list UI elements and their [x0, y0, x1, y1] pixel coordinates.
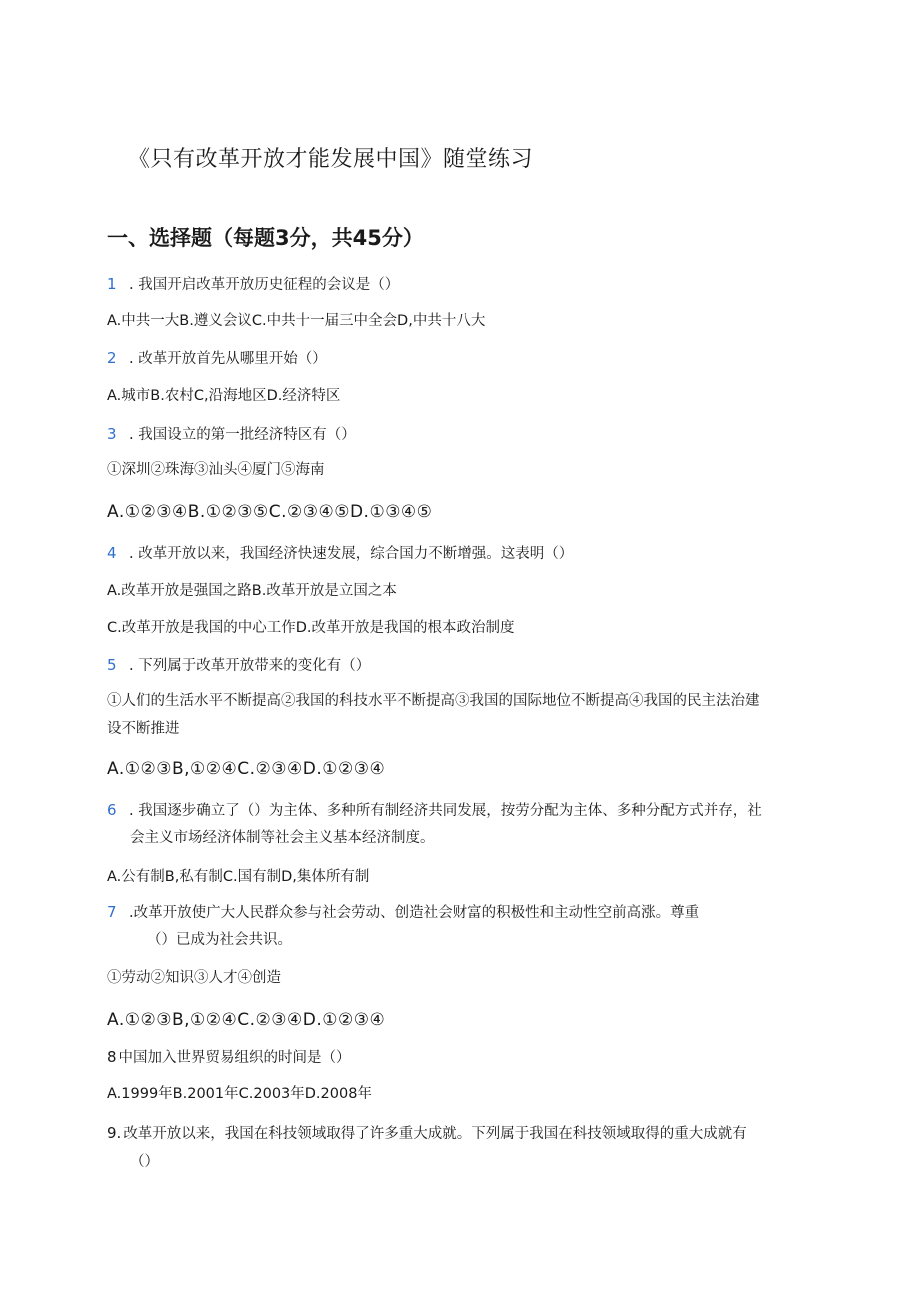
choice-list-5-line2: 设不断推进 — [107, 721, 180, 737]
question-7-continued: （）已成为社会共识。 — [147, 932, 292, 948]
question-5 — [107, 655, 370, 676]
options-4a: A.改革开放是强国之路B.改革开放是立国之本 — [107, 583, 397, 599]
question-text: 改革开放以来，我国在科技领域取得了许多重大成就。下列属于我国在科技领域取得的重大成就有 — [123, 1126, 747, 1142]
question-text: .改革开放使广大人民群众参与社会劳动、创造社会财富的积极性和主动性空前高涨。尊重 — [129, 905, 700, 921]
question-text: . 改革开放以来，我国经济快速发展，综合国力不断增强。这表明（） — [129, 546, 574, 562]
question-text: . 我国开启改革开放历史征程的会议是（） — [129, 277, 400, 293]
question-8 — [107, 1047, 351, 1068]
question-text: . 我国设立的第一批经济特区有（） — [129, 427, 356, 443]
section-heading: 一、选择题（每题3分，共45分） — [107, 226, 424, 250]
options-1: A.中共一大B.遵义会议C.中共十一届三中全会D,中共十八大 — [107, 313, 486, 329]
question-text: . 下列属于改革开放带来的变化有（） — [129, 658, 371, 674]
question-9 — [107, 1123, 747, 1144]
question-number: 4 — [107, 544, 117, 562]
question-7 — [107, 902, 699, 923]
question-3 — [107, 424, 356, 445]
options-2: A.城市B.农村C,沿海地区D.经济特区 — [107, 388, 341, 404]
options-7: A.①②③B,①②④C.②③④D.①②③④ — [107, 1010, 386, 1030]
options-5: A.①②③B,①②④C.②③④D.①②③④ — [107, 759, 386, 779]
choice-list-7: ①劳动②知识③人才④创造 — [107, 970, 281, 986]
question-1 — [107, 274, 399, 295]
choice-list-3: ①深圳②珠海③汕头④厦门⑤海南 — [107, 462, 325, 478]
question-9-continued: （） — [130, 1154, 159, 1170]
question-number: 6 — [107, 801, 117, 819]
question-number: 9. — [107, 1124, 122, 1142]
question-text: . 我国逐步确立了（）为主体、多种所有制经济共同发展，按劳分配为主体、多种分配方式并存，社 — [129, 803, 762, 819]
question-text: . 改革开放首先从哪里开始（） — [129, 351, 327, 367]
question-number: 2 — [107, 349, 117, 367]
options-6: A.公有制B,私有制C.国有制D,集体所有制 — [107, 869, 370, 885]
options-8: A.1999年B.2001年C.2003年D.2008年 — [107, 1086, 372, 1102]
document-title: 《只有改革开放才能发展中国》随堂练习 — [128, 147, 534, 172]
question-text: 中国加入世界贸易组织的时间是（） — [118, 1050, 351, 1066]
question-6 — [107, 800, 762, 821]
question-6-continued: 会主义市场经济体制等社会主义基本经济制度。 — [130, 830, 435, 846]
question-number: 1 — [107, 275, 117, 293]
options-3: A.①②③④B.①②③⑤C.②③④⑤D.①③④⑤ — [107, 502, 433, 522]
question-2 — [107, 348, 327, 369]
question-number: 8 — [107, 1048, 117, 1066]
question-number: 7 — [107, 903, 117, 921]
question-4 — [107, 543, 573, 564]
options-4b: C.改革开放是我国的中心工作D.改革开放是我国的根本政治制度 — [107, 620, 515, 636]
question-number: 5 — [107, 656, 117, 674]
question-number: 3 — [107, 425, 117, 443]
choice-list-5-line1: ①人们的生活水平不断提高②我国的科技水平不断提高③我国的国际地位不断提高④我国的民主法治建 — [107, 693, 760, 709]
